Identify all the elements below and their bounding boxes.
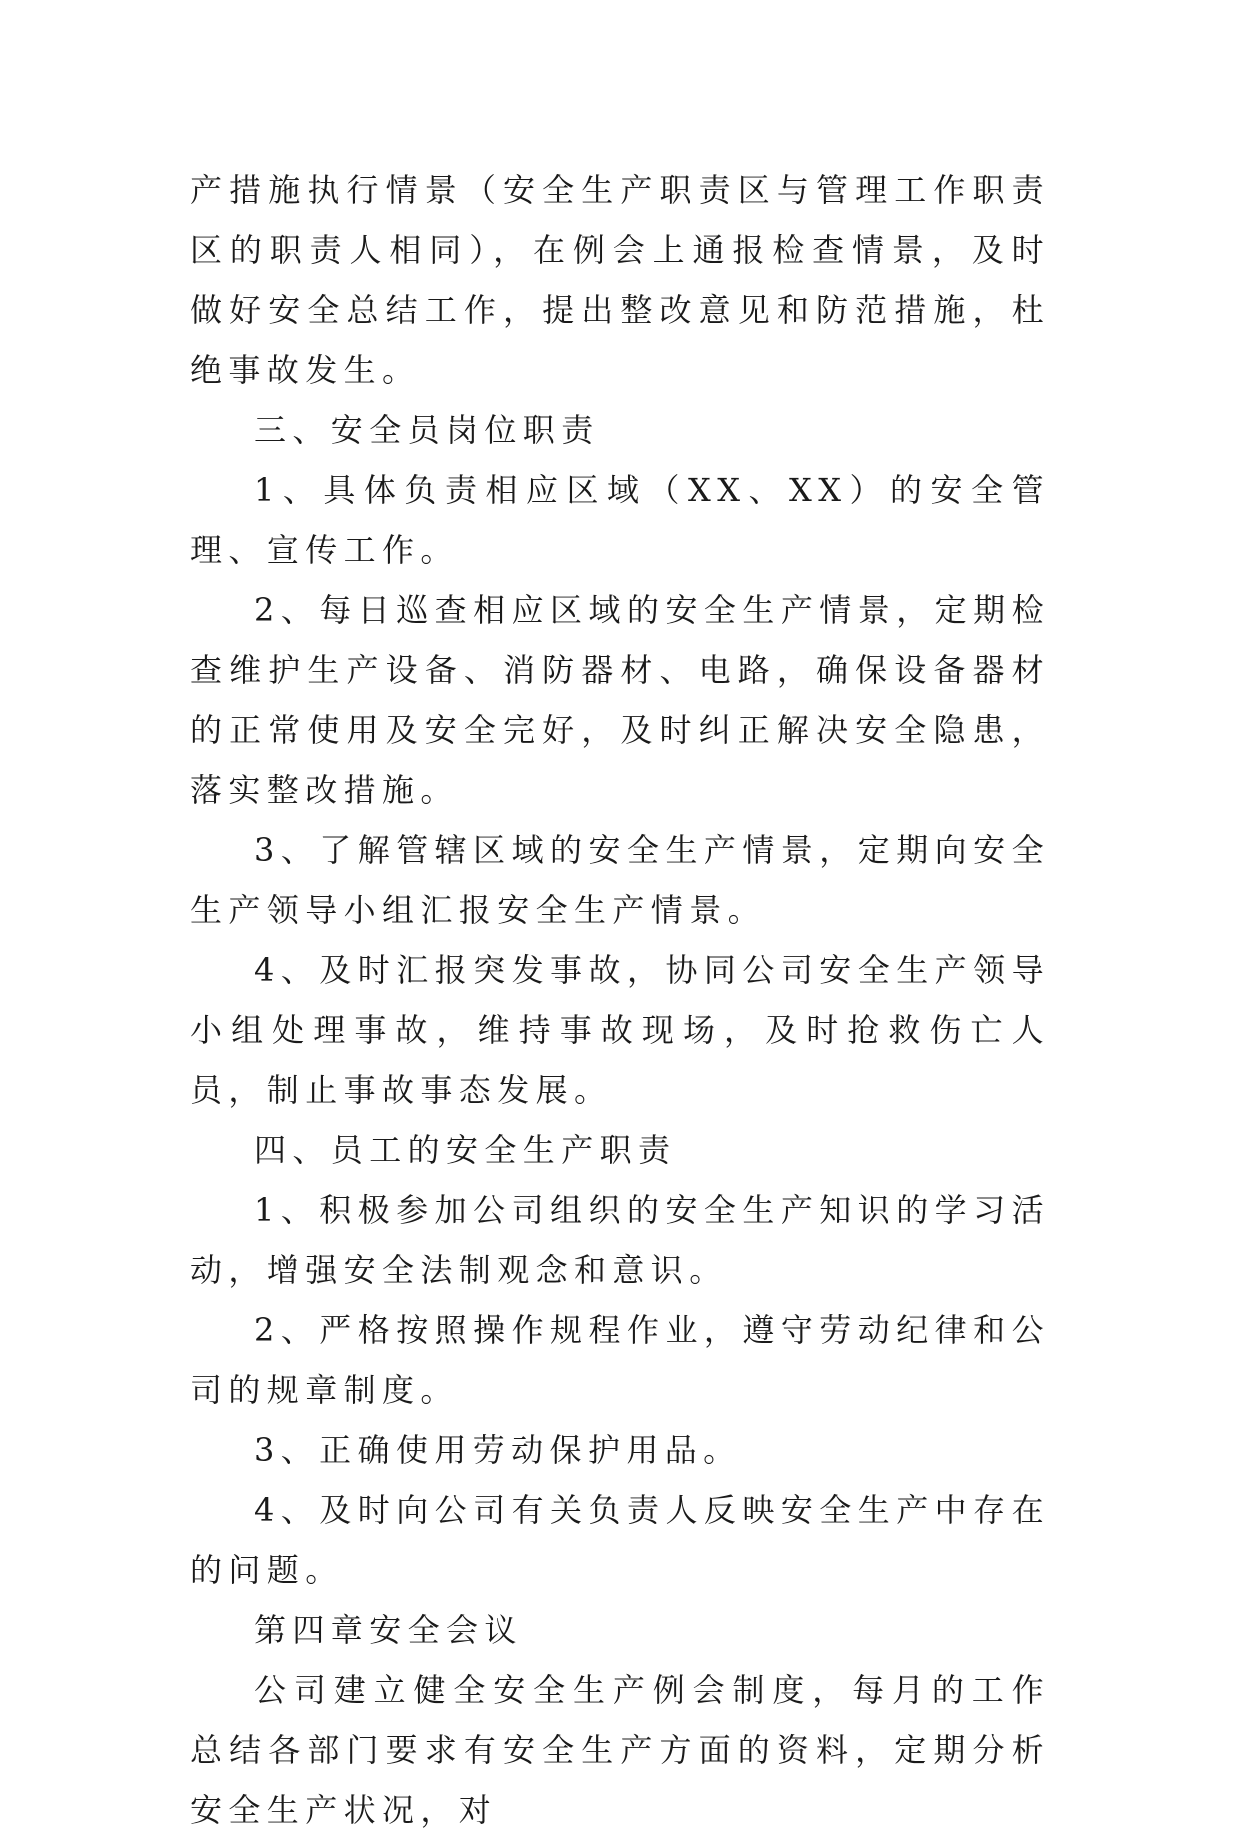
paragraph-meeting-body: 公司建立健全安全生产例会制度，每月的工作总结各部门要求有安全生产方面的资料，定期分析安全生产状况，对 (190, 1671, 1050, 1829)
document-body (190, 160, 1050, 1840)
paragraph-employee-item-1: 1、积极参加公司组织的安全生产知识的学习活动，增强安全法制观念和意识。 (190, 1191, 1050, 1289)
paragraph-continuation: 产措施执行情景（安全生产职责区与管理工作职责区的职责人相同），在例会上通报检查情景，及时做好安全总结工作，提出整改意见和防范措施，杜绝事故发生。 (190, 171, 1050, 389)
section-heading-safety-officer: 三、安全员岗位职责 (254, 411, 600, 449)
paragraph-employee-item-4: 4、及时向公司有关负责人反映安全生产中存在的问题。 (190, 1491, 1050, 1589)
paragraph-employee-item-3: 3、正确使用劳动保护用品。 (254, 1431, 742, 1469)
paragraph-officer-item-3: 3、了解管辖区域的安全生产情景，定期向安全生产领导小组汇报安全生产情景。 (190, 831, 1050, 929)
paragraph-officer-item-2: 2、每日巡查相应区域的安全生产情景，定期检查维护生产设备、消防器材、电路，确保设备器材的正常使用及安全完好，及时纠正解决安全隐患，落实整改措施。 (190, 591, 1050, 809)
paragraph-employee-item-2: 2、严格按照操作规程作业，遵守劳动纪律和公司的规章制度。 (190, 1311, 1050, 1409)
chapter-heading-safety-meeting: 第四章安全会议 (254, 1611, 523, 1649)
paragraph-officer-item-4: 4、及时汇报突发事故，协同公司安全生产领导小组处理事故，维持事故现场，及时抢救伤亡人员，制止事故事态发展。 (190, 951, 1050, 1109)
paragraph-officer-item-1: 1、具体负责相应区域（XX、XX）的安全管理、宣传工作。 (190, 471, 1050, 569)
section-heading-employee: 四、员工的安全生产职责 (254, 1131, 677, 1169)
